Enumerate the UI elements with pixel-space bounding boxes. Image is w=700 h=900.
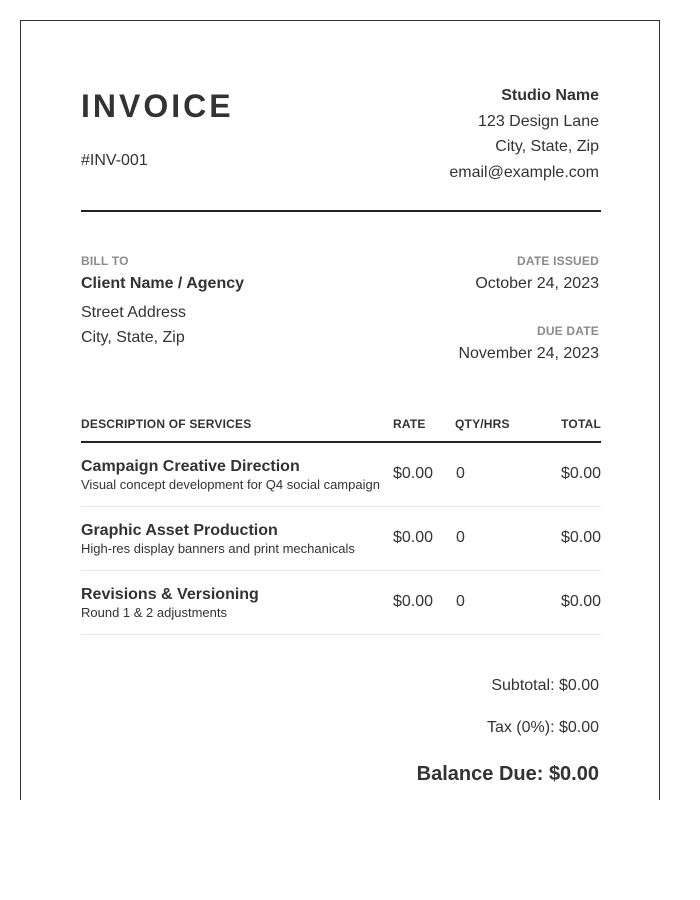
invoice-title: INVOICE xyxy=(81,88,234,124)
header-total: TOTAL xyxy=(561,417,601,431)
service-rate: $0.00 xyxy=(393,529,434,546)
tax: Tax (0%): $0.00 xyxy=(486,719,599,736)
service-description: Visual concept development for Q4 social campaign xyxy=(81,477,380,492)
bill-to-label: BILL TO xyxy=(81,254,129,268)
dates-section xyxy=(458,254,599,364)
invoice-number: #INV-001 xyxy=(81,152,148,169)
table-row xyxy=(81,571,601,635)
table-row xyxy=(81,507,601,571)
studio-info xyxy=(449,83,599,185)
invoice-sheet xyxy=(20,20,660,800)
header-qty: QTY/HRS xyxy=(455,417,510,431)
balance-due: Balance Due: $0.00 xyxy=(416,763,599,785)
client-city: City, State, Zip xyxy=(81,329,185,346)
service-name: Campaign Creative Direction xyxy=(81,458,300,475)
service-total: $0.00 xyxy=(560,593,601,610)
studio-email: email@example.com xyxy=(449,163,599,181)
service-qty: 0 xyxy=(456,593,465,610)
due-date-label: DUE DATE xyxy=(536,324,599,338)
subtotal: Subtotal: $0.00 xyxy=(491,677,599,694)
table-header xyxy=(81,413,601,443)
studio-address: 123 Design Lane xyxy=(478,112,599,130)
service-qty: 0 xyxy=(456,465,465,482)
service-description: Round 1 & 2 adjustments xyxy=(81,605,227,620)
service-qty: 0 xyxy=(456,529,465,546)
date-issued-label: DATE ISSUED xyxy=(517,254,599,268)
service-total: $0.00 xyxy=(560,465,601,482)
client-name: Client Name / Agency xyxy=(81,275,245,292)
header-divider xyxy=(81,210,601,212)
service-description: High-res display banners and print mechanicals xyxy=(81,541,355,556)
totals-section xyxy=(417,676,599,786)
service-rate: $0.00 xyxy=(393,593,434,610)
studio-city: City, State, Zip xyxy=(495,138,599,155)
service-total: $0.00 xyxy=(560,529,601,546)
client-street: Street Address xyxy=(81,304,186,321)
bill-to-section xyxy=(81,254,244,350)
table-row xyxy=(81,443,601,507)
service-rate: $0.00 xyxy=(393,465,434,482)
studio-name: Studio Name xyxy=(501,87,599,104)
header-description: DESCRIPTION OF SERVICES xyxy=(81,417,252,431)
services-table xyxy=(81,413,601,635)
header-rate: RATE xyxy=(393,417,426,431)
service-name: Graphic Asset Production xyxy=(81,522,278,539)
date-issued-value: October 24, 2023 xyxy=(475,275,599,292)
service-name: Revisions & Versioning xyxy=(81,586,259,603)
due-date-value: November 24, 2023 xyxy=(458,345,599,362)
